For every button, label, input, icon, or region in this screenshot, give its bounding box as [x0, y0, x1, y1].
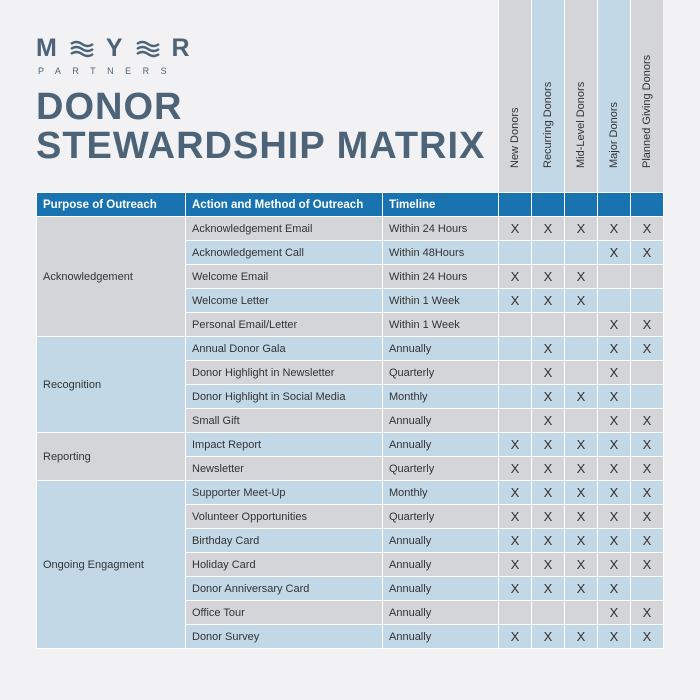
mark-cell: X — [565, 385, 598, 409]
action-cell: Volunteer Opportunities — [186, 505, 383, 529]
mark-cell: X — [532, 289, 565, 313]
table-row — [37, 217, 664, 241]
mark-cell: X — [532, 505, 565, 529]
mark-cell: X — [598, 361, 631, 385]
mark-cell — [565, 337, 598, 361]
action-cell: Donor Survey — [186, 625, 383, 649]
mark-cell: X — [631, 217, 664, 241]
donor-type-header — [597, 0, 630, 192]
mark-cell — [631, 265, 664, 289]
stewardship-table — [36, 192, 664, 649]
mark-cell: X — [565, 505, 598, 529]
timeline-cell: Annually — [383, 409, 499, 433]
mark-cell: X — [532, 265, 565, 289]
mark-cell — [565, 601, 598, 625]
donor-type-label: Mid-Level Donors — [575, 81, 587, 168]
mark-cell: X — [631, 529, 664, 553]
header-spacer — [532, 193, 565, 217]
mark-cell: X — [598, 625, 631, 649]
mark-cell: X — [631, 433, 664, 457]
donor-type-header — [630, 0, 663, 192]
mark-cell: X — [499, 217, 532, 241]
donor-type-header — [564, 0, 597, 192]
mark-cell: X — [598, 241, 631, 265]
wave-icon — [136, 40, 160, 58]
mark-cell: X — [532, 337, 565, 361]
wave-icon — [70, 40, 94, 58]
mark-cell: X — [532, 217, 565, 241]
mark-cell: X — [499, 505, 532, 529]
timeline-cell: Annually — [383, 337, 499, 361]
mark-cell: X — [598, 505, 631, 529]
mark-cell — [598, 289, 631, 313]
mark-cell — [532, 313, 565, 337]
mark-cell: X — [565, 481, 598, 505]
timeline-cell: Monthly — [383, 385, 499, 409]
action-cell: Birthday Card — [186, 529, 383, 553]
action-cell: Office Tour — [186, 601, 383, 625]
timeline-cell: Within 48Hours — [383, 241, 499, 265]
mark-cell: X — [631, 625, 664, 649]
logo-wordmark — [36, 34, 203, 63]
action-cell: Small Gift — [186, 409, 383, 433]
timeline-cell: Quarterly — [383, 361, 499, 385]
header-spacer — [631, 193, 664, 217]
timeline-cell: Quarterly — [383, 505, 499, 529]
mark-cell — [565, 241, 598, 265]
mark-cell: X — [631, 553, 664, 577]
timeline-cell: Within 1 Week — [383, 289, 499, 313]
mark-cell — [499, 361, 532, 385]
mark-cell: X — [598, 337, 631, 361]
action-cell: Newsletter — [186, 457, 383, 481]
mark-cell — [598, 265, 631, 289]
donor-type-label: New Donors — [509, 107, 521, 168]
mark-cell: X — [631, 505, 664, 529]
mark-cell: X — [565, 553, 598, 577]
timeline-cell: Within 24 Hours — [383, 217, 499, 241]
donor-type-label: Planned Giving Donors — [641, 54, 653, 168]
mark-cell: X — [631, 481, 664, 505]
table-body — [37, 217, 664, 649]
table-header-row — [37, 193, 664, 217]
mark-cell: X — [631, 409, 664, 433]
header-action: Action and Method of Outreach — [186, 193, 383, 217]
mark-cell: X — [598, 385, 631, 409]
mark-cell — [631, 577, 664, 601]
title-line-2: STEWARDSHIP MATRIX — [36, 125, 486, 167]
title-line-1: DONOR — [36, 86, 183, 128]
action-cell: Donor Highlight in Social Media — [186, 385, 383, 409]
timeline-cell: Quarterly — [383, 457, 499, 481]
logo-r: R — [171, 34, 203, 62]
mark-cell: X — [499, 457, 532, 481]
mark-cell: X — [532, 625, 565, 649]
action-cell: Donor Anniversary Card — [186, 577, 383, 601]
action-cell: Welcome Email — [186, 265, 383, 289]
mark-cell: X — [598, 457, 631, 481]
mark-cell: X — [565, 577, 598, 601]
mark-cell: X — [598, 433, 631, 457]
action-cell: Donor Highlight in Newsletter — [186, 361, 383, 385]
action-cell: Holiday Card — [186, 553, 383, 577]
donor-type-header — [498, 0, 531, 192]
mark-cell: X — [565, 433, 598, 457]
mark-cell: X — [532, 433, 565, 457]
mark-cell: X — [598, 577, 631, 601]
purpose-cell: Acknowledgement — [37, 217, 186, 337]
mark-cell: X — [499, 625, 532, 649]
action-cell: Acknowledgement Call — [186, 241, 383, 265]
mark-cell: X — [499, 481, 532, 505]
mark-cell — [565, 361, 598, 385]
timeline-cell: Within 1 Week — [383, 313, 499, 337]
timeline-cell: Within 24 Hours — [383, 265, 499, 289]
donor-type-headers — [498, 0, 663, 192]
mark-cell: X — [499, 577, 532, 601]
header-purpose: Purpose of Outreach — [37, 193, 186, 217]
mark-cell — [532, 241, 565, 265]
logo-y: Y — [105, 34, 136, 62]
mark-cell — [565, 409, 598, 433]
mark-cell: X — [532, 361, 565, 385]
mark-cell: X — [499, 553, 532, 577]
mark-cell: X — [499, 265, 532, 289]
timeline-cell: Annually — [383, 601, 499, 625]
action-cell: Welcome Letter — [186, 289, 383, 313]
mark-cell — [499, 337, 532, 361]
timeline-cell: Monthly — [383, 481, 499, 505]
header-spacer — [565, 193, 598, 217]
mark-cell — [499, 601, 532, 625]
mark-cell: X — [565, 457, 598, 481]
purpose-cell: Ongoing Engagment — [37, 481, 186, 649]
mark-cell — [631, 385, 664, 409]
mark-cell: X — [532, 409, 565, 433]
mark-cell — [631, 361, 664, 385]
logo — [36, 34, 203, 76]
mark-cell: X — [565, 625, 598, 649]
mark-cell — [499, 409, 532, 433]
mark-cell: X — [598, 601, 631, 625]
mark-cell: X — [631, 457, 664, 481]
mark-cell: X — [532, 385, 565, 409]
mark-cell: X — [631, 313, 664, 337]
mark-cell — [499, 313, 532, 337]
mark-cell: X — [598, 553, 631, 577]
purpose-cell: Reporting — [37, 433, 186, 481]
timeline-cell: Annually — [383, 577, 499, 601]
mark-cell: X — [631, 337, 664, 361]
table-row — [37, 337, 664, 361]
action-cell: Supporter Meet-Up — [186, 481, 383, 505]
page-title — [36, 88, 485, 166]
mark-cell: X — [598, 529, 631, 553]
mark-cell: X — [598, 481, 631, 505]
mark-cell: X — [532, 457, 565, 481]
timeline-cell: Annually — [383, 433, 499, 457]
mark-cell: X — [631, 601, 664, 625]
mark-cell — [631, 289, 664, 313]
mark-cell: X — [631, 241, 664, 265]
action-cell: Annual Donor Gala — [186, 337, 383, 361]
mark-cell: X — [499, 433, 532, 457]
mark-cell: X — [499, 529, 532, 553]
timeline-cell: Annually — [383, 625, 499, 649]
header-timeline: Timeline — [383, 193, 499, 217]
logo-m: M — [36, 34, 70, 62]
mark-cell: X — [499, 289, 532, 313]
mark-cell: X — [598, 409, 631, 433]
donor-type-header — [531, 0, 564, 192]
mark-cell: X — [532, 577, 565, 601]
action-cell: Acknowledgement Email — [186, 217, 383, 241]
mark-cell — [532, 601, 565, 625]
action-cell: Impact Report — [186, 433, 383, 457]
mark-cell: X — [565, 529, 598, 553]
donor-type-label: Recurring Donors — [542, 81, 554, 168]
mark-cell: X — [532, 529, 565, 553]
mark-cell: X — [598, 313, 631, 337]
mark-cell — [499, 241, 532, 265]
mark-cell: X — [565, 289, 598, 313]
mark-cell — [499, 385, 532, 409]
timeline-cell: Annually — [383, 553, 499, 577]
mark-cell — [565, 313, 598, 337]
donor-type-label: Major Donors — [608, 101, 620, 168]
logo-subtitle: PARTNERS — [38, 66, 179, 76]
header-spacer — [499, 193, 532, 217]
table-row — [37, 433, 664, 457]
mark-cell: X — [532, 553, 565, 577]
action-cell: Personal Email/Letter — [186, 313, 383, 337]
table-row — [37, 481, 664, 505]
timeline-cell: Annually — [383, 529, 499, 553]
header-spacer — [598, 193, 631, 217]
purpose-cell: Recognition — [37, 337, 186, 433]
mark-cell: X — [532, 481, 565, 505]
mark-cell: X — [565, 217, 598, 241]
mark-cell: X — [565, 265, 598, 289]
mark-cell: X — [598, 217, 631, 241]
